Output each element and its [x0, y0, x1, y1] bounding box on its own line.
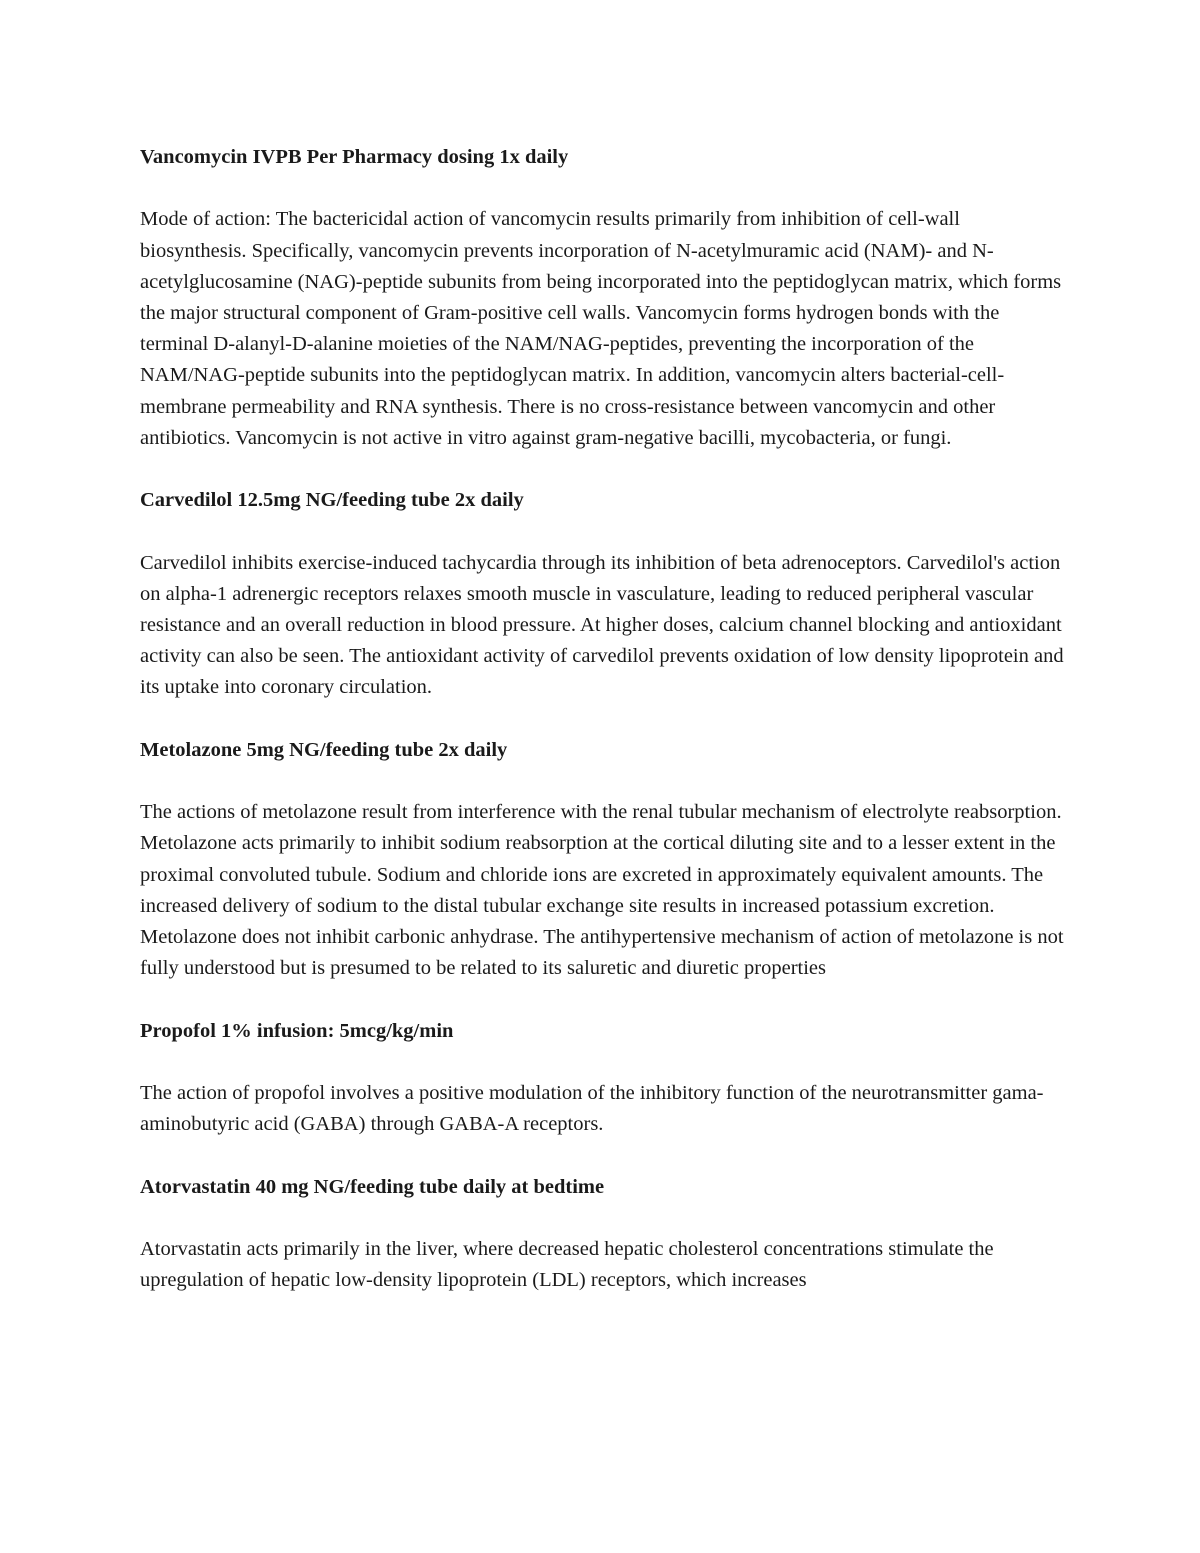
- section-heading-propofol: Propofol 1% infusion: 5mcg/kg/min: [140, 1019, 454, 1042]
- section-body-carvedilol: Carvedilol inhibits exercise-induced tachycardia through its inhibition of beta adrenoceptors. Carvedilol's action on alpha-1 adrenergic receptors relaxes smooth muscle in vasculature, leading to reduced peripheral vascular resistance and an overall reduction in blood pressure. At higher doses, calcium channel blocking and antioxidant activity can also be seen. The antioxidant activity of carvedilol prevents oxidation of low density lipoprotein and its uptake into coronary circulation.: [140, 551, 1064, 699]
- section-body-atorvastatin: Atorvastatin acts primarily in the liver, where decreased hepatic cholesterol concentrations stimulate the upregulation of hepatic low-density lipoprotein (LDL) receptors, which increases: [140, 1237, 994, 1292]
- spacer: [140, 173, 1070, 204]
- section-heading-vancomycin: Vancomycin IVPB Per Pharmacy dosing 1x daily: [140, 146, 569, 168]
- section-heading-metolazone: Metolazone 5mg NG/feeding tube 2x daily: [140, 738, 508, 761]
- spacer: [140, 984, 1070, 1015]
- section-body-metolazone: The actions of metolazone result from interference with the renal tubular mechanism of electrolyte reabsorption. Metolazone acts primarily to inhibit sodium reabsorption at the cortical diluting site and to a lesser extent in the proximal convoluted tubule. Sodium and chloride ions are excreted in approximately equivalent amounts. The increased delivery of sodium to the distal tubular exchange site results in increased potassium excretion. Metolazone does not inhibit carbonic anhydrase. The antihypertensive mechanism of action of metolazone is not fully understood but is presumed to be related to its saluretic and diuretic properties: [140, 801, 1064, 980]
- section-body-propofol: The action of propofol involves a positive modulation of the inhibitory function of the neurotransmitter gama-aminobutyric acid (GABA) through GABA-A receptors.: [140, 1081, 1044, 1136]
- document-content: [140, 142, 1070, 1296]
- spacer: [140, 1203, 1070, 1234]
- spacer: [140, 704, 1070, 735]
- section-body-vancomycin: Mode of action: The bactericidal action of vancomycin results primarily from inhibition of cell-wall biosynthesis. Specifically, vancomycin prevents incorporation of N-acetylmuramic acid (NAM)- and N-acetylglucosamine (NAG)-peptide subunits from being incorporated into the peptidoglycan matrix, which forms the major structural component of Gram-positive cell walls. Vancomycin forms hydrogen bonds with the terminal D-alanyl-D-alanine moieties of the NAM/NAG-peptides, preventing the incorporation of the NAM/NAG-peptide subunits into the peptidoglycan matrix. In addition, vancomycin alters bacterial-cell-membrane permeability and RNA synthesis. There is no cross-resistance between vancomycin and other antibiotics. Vancomycin is not active in vitro against gram-negative bacilli, mycobacteria, or fungi.: [140, 208, 1062, 449]
- spacer: [140, 516, 1070, 547]
- section-heading-carvedilol: Carvedilol 12.5mg NG/feeding tube 2x daily: [140, 489, 524, 512]
- spacer: [140, 1140, 1070, 1171]
- spacer: [140, 766, 1070, 797]
- spacer: [140, 454, 1070, 485]
- spacer: [140, 1047, 1070, 1078]
- section-heading-atorvastatin: Atorvastatin 40 mg NG/feeding tube daily at bedtime: [140, 1175, 605, 1198]
